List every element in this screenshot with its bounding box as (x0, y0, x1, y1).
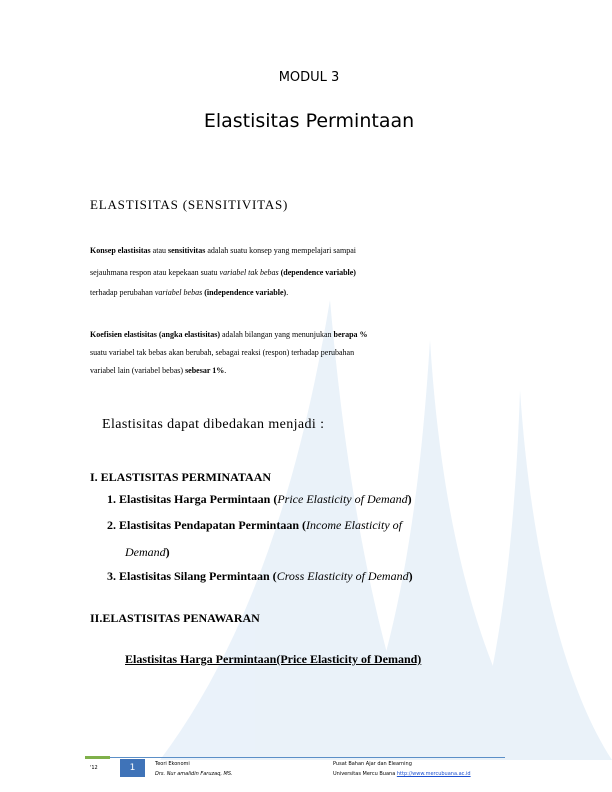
item-label: 2. Elastisitas Pendapatan Permintaan ( (107, 518, 307, 532)
term-dependence-variable: (dependence variable) (278, 268, 356, 277)
footer-author: Drs. Nur amalidin Faruzaq, MS. (155, 771, 233, 777)
module-label: MODUL 3 (278, 70, 340, 85)
text: adalah bilangan yang menunjukan (220, 330, 334, 339)
section-heading: ELASTISITAS (SENSITIVITAS) (90, 197, 289, 212)
paragraph1-line2 (90, 268, 356, 277)
term-sensitivitas: sensitivitas (168, 246, 206, 255)
item-label: 3. Elastisitas Silang Permintaan ( (107, 569, 277, 583)
footer-accent-bar (85, 756, 110, 759)
list-item-2-continued (125, 545, 170, 560)
paragraph1-line3 (90, 288, 288, 297)
section2-heading: II.ELASTISITAS PENAWARAN (90, 611, 260, 625)
text: . (224, 366, 227, 375)
subheading: Elastisitas dapat dibedakan menjadi : (102, 417, 325, 432)
item-label: 1. Elastisitas Harga Permintaan ( (107, 492, 278, 506)
term-independence-variable: (independence variable) (202, 288, 287, 297)
university-link[interactable]: http://www.mercubuana.ac.id (396, 771, 471, 777)
footer-center-name: Pusat Bahan Ajar dan Elearning (333, 761, 412, 767)
text: atau (150, 246, 168, 255)
footer-code: '12 (90, 765, 98, 771)
document-title: Elastisitas Permintaan (203, 110, 415, 132)
item-italic: Income Elasticity of (306, 518, 402, 532)
item-italic: Cross Elasticity of Demand (276, 569, 409, 583)
list-item-3 (107, 569, 413, 584)
footer-university (333, 771, 471, 777)
paragraph2-line2: suatu variabel tak bebas akan berubah, sebagai reaksi (respon) terhadap perubahan (90, 348, 355, 357)
term-sebesar-1: sebesar 1% (185, 366, 225, 375)
item-italic: Demand (125, 545, 166, 559)
section1-heading: I. ELASTISITAS PERMINATAAN (90, 470, 272, 484)
paragraph1-line1 (90, 246, 356, 255)
text: sejauhmana respon atau kepekaan suatu (90, 268, 220, 277)
text: . (286, 288, 289, 297)
paragraph2-line3 (90, 366, 226, 375)
university-name: Universitas Mercu Buana (333, 771, 397, 777)
paragraph2-line1 (90, 330, 368, 339)
item-italic: Price Elasticity of Demand (277, 492, 408, 506)
item-end: ) (407, 492, 412, 506)
footer-divider (85, 757, 505, 758)
footer-course: Teori Ekonomi (155, 761, 190, 767)
page-number: 1 (120, 759, 145, 777)
term-koefisien-elastisitas: Koefisien elastisitas (angka elastisitas) (90, 330, 220, 339)
underlined-heading: Elastisitas Harga Permintaan(Price Elasticity of Demand) (125, 652, 422, 666)
text: variabel lain (variabel bebas) (90, 366, 186, 375)
item-end: ) (165, 545, 170, 559)
list-item-1 (107, 492, 412, 507)
text: adalah suatu konsep yang mempelajari sampai (205, 246, 356, 255)
text: terhadap perubahan (90, 288, 155, 297)
term-berapa-persen: berapa % (333, 330, 368, 339)
term-variabel-tak-bebas: variabel tak bebas (219, 268, 279, 277)
item-end: ) (408, 569, 413, 583)
term-variabel-bebas: variabel bebas (154, 288, 203, 297)
list-item-2 (107, 518, 402, 533)
term-konsep-elastisitas: Konsep elastisitas (90, 246, 151, 255)
